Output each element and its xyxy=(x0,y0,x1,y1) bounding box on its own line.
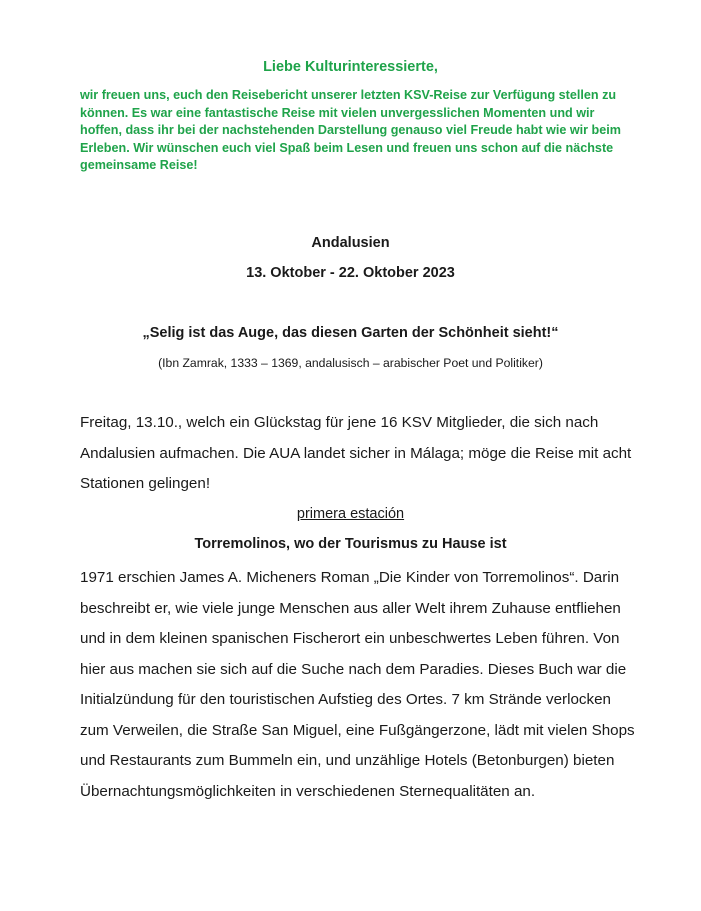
quote: „Selig ist das Auge, das diesen Garten der Schönheit sieht!“ xyxy=(142,325,559,341)
body-paragraph-1: Freitag, 13.10., welch ein Glückstag für jene 16 KSV Mitglieder, die sich nach Andalusien aufmachen. Die AUA landet sicher in Málaga; möge die Reise mit acht Stationen gelingen! xyxy=(80,414,632,492)
greeting-heading: Liebe Kulturinteressierte, xyxy=(263,59,438,75)
report-dates: 13. Oktober - 22. Oktober 2023 xyxy=(246,265,455,281)
station-label: primera estación xyxy=(296,506,405,522)
intro-paragraph: wir freuen uns, euch den Reisebericht unserer letzten KSV-Reise zur Verfügung stellen zu können. Es war eine fantastische Reise mit vielen unvergesslichen Momenten und wir hoffen, dass ihr bei der nachstehenden Darstellung genauso viel Freude habt wie wir beim Erleben. Wir wünschen euch viel Spaß beim Lesen und freuen uns schon auf die nächste gemeinsame Reise! xyxy=(80,88,621,172)
quote-source: (Ibn Zamrak, 1333 – 1369, andalusisch – arabischer Poet und Politiker) xyxy=(158,356,543,370)
station-heading: Torremolinos, wo der Tourismus zu Hause ist xyxy=(194,536,507,552)
body-paragraph-2: 1971 erschien James A. Micheners Roman „Die Kinder von Torremolinos“. Darin beschreibt er, wie viele junge Menschen aus aller Welt ihrem Zuhause entfliehen und in dem kleinen spanischen Fischerort ein unbeschwertes Leben führen. Von hier aus machen sie sich auf die Suche nach dem Paradies. Dieses Buch war die Initialzündung für den touristischen Aufstieg des Ortes. 7 km Strände verlocken zum Verweilen, die Straße San Miguel, eine Fußgängerzone, lädt mit vielen Shops und Restaurants zum Bummeln ein, und unzählige Hotels (Betonburgen) bieten Übernachtungsmöglichkeiten in verschiedenen Sternequalitäten an. xyxy=(80,569,635,800)
report-title: Andalusien xyxy=(311,235,390,251)
